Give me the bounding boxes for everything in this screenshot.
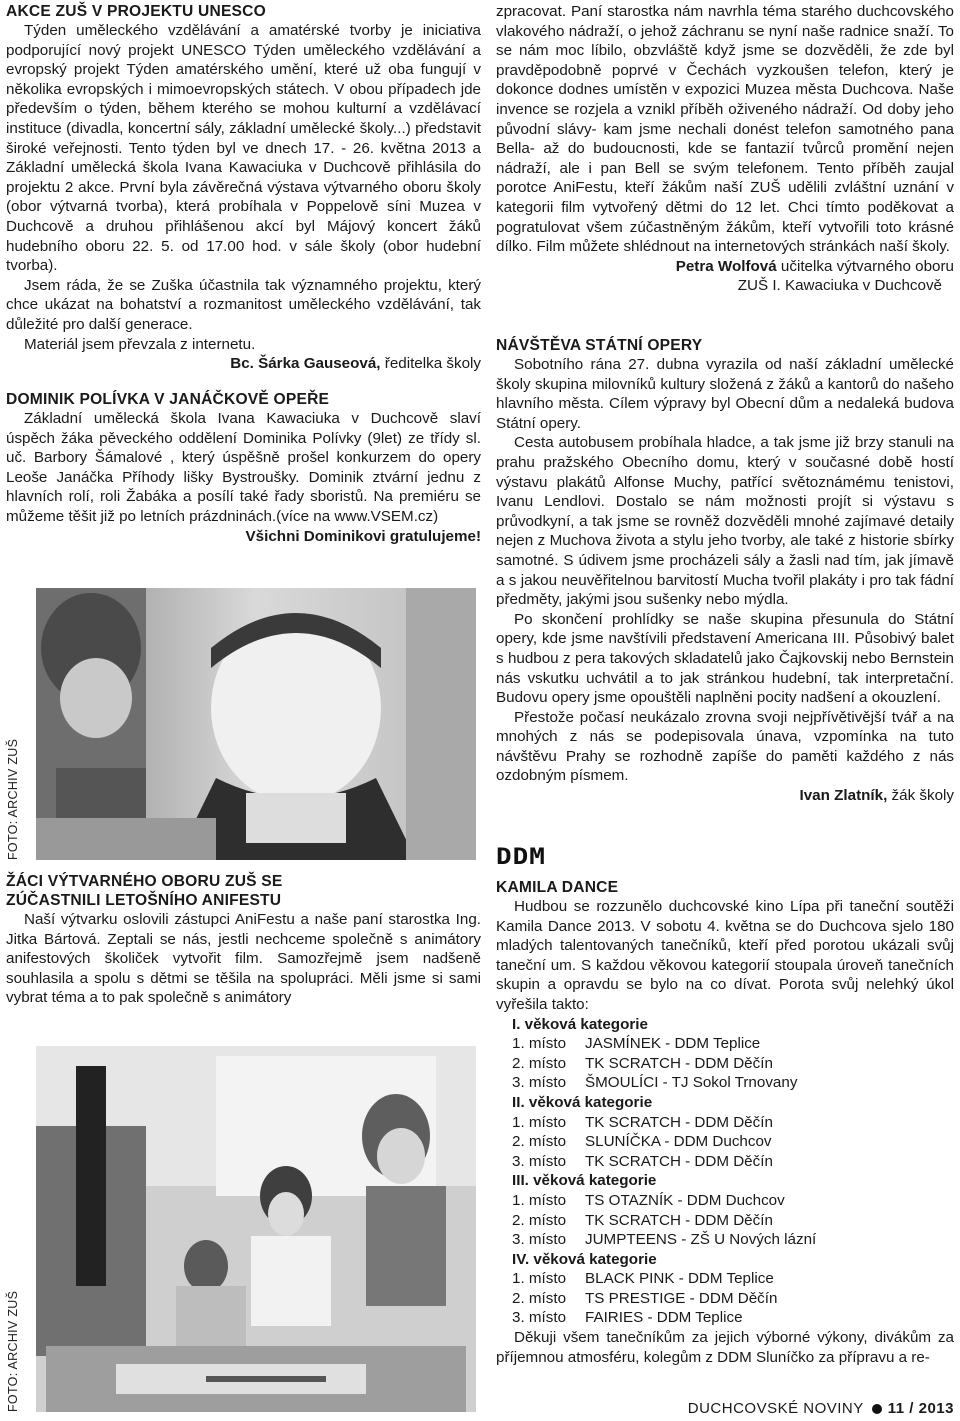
article-body: Cesta autobusem probíhala hladce, a tak jsme již brzy stanuli na prahu pražského Obecního domu, který v současné době hostí výstavu plakátů Alfonse Muchy, patřící světoznámému tenistovi, Ivanu Lendlovi. Dostalo se nám možnosti projít si výstavu s průvodkyní, a tak jsme se rovněž dozvěděli mnohé zajímavé detaily nejen z Muchova života a stylu jeho tvorby, ale také z historie sbírky samotné. S údivem jsme procházeli sály a žasli nad tím, jak jímavě a s jakou neuvěřitelnou barvitostí Mucha tvořil plakáty i pro tak fádní předměty, jakými jsou sušenky nebo mýdla. (496, 434, 954, 609)
signature-name: Bc. Šárka Gauseová, (230, 355, 381, 373)
article-signature (496, 257, 954, 277)
results-row (512, 1073, 954, 1093)
polivka-article (6, 390, 481, 546)
result-team: JUMPTEENS - ZŠ U Nových lázní (585, 1231, 817, 1249)
anifest-article (6, 872, 481, 1008)
result-place: 1. místo (512, 1113, 567, 1131)
results-row (512, 1054, 954, 1074)
article-body: Přestože počasí neukázalo zrovna svoji nejpřívětivější tvář a na mnohých z nás se podepisovala únava, vzpomínka na tuto návštěvu Prahy se rozhodně zapíše do paměti každého z nás ozdobným písmem. (496, 708, 954, 785)
ddm-logo: DDM (496, 844, 546, 870)
photo-children-image (36, 1046, 476, 1412)
result-place: 3. místo (512, 1231, 567, 1249)
result-team: TK SCRATCH - DDM Děčín (585, 1113, 773, 1131)
signature-role: žák školy (891, 787, 954, 805)
article-body: Naší výtvarku oslovili zástupci AniFestu a naše paní starostka Ing. Jitka Bártová. Zeptali se nás, jestli nechceme společně s animátory anifestových školiček vytvořit film. Samozřejmě jsem nadšeně souhlasila a spolu s dětmi se těšila na spolupráci. Měli jsme si sami vybrat téma a to pak společně s animátory (6, 911, 481, 1007)
article-body: Hudbou se rozzunělo duchcovské kino Lípa při taneční soutěži Kamila Dance 2013. V sobotu 4. května se do Duchcova sjelo 180 mladých talentovaných tanečníků, kteří před porotou ukázali svůj taneční um. S každou věkovou kategorií stoupala úroveň tanečních skupin a opravdu se bylo na co dívat. Porota svůj nelehký úkol vyřešila takto: (496, 898, 954, 1013)
photo-caption: FOTO: ARCHIV ZUŠ (6, 1290, 20, 1412)
results-row (512, 1152, 954, 1172)
result-team: TS OTAZNÍK - DDM Duchcov (585, 1191, 785, 1209)
result-team: TK SCRATCH - DDM Děčín (585, 1054, 773, 1072)
results-category: III. věková kategorie (512, 1172, 657, 1190)
article-body: Děkuji všem tanečníkům za jejich výborné výkony, divákům za příjemnou atmosféru, kolegům z DDM Sluníčko za přípravu a re- (496, 1329, 954, 1366)
article-closing: Všichni Dominikovi gratulujeme! (245, 527, 481, 545)
results-row (512, 1132, 954, 1152)
photo-caption: FOTO: ARCHIV ZUŠ (6, 738, 20, 860)
article-title: NÁVŠTĚVA STÁTNÍ OPERY (496, 337, 703, 354)
result-team: BLACK PINK - DDM Teplice (585, 1270, 774, 1288)
result-place: 2. místo (512, 1133, 567, 1151)
article-title: DOMINIK POLÍVKA V JANÁČKOVĚ OPEŘE (6, 391, 330, 408)
results-row (512, 1211, 954, 1231)
results-category: I. věková kategorie (512, 1015, 648, 1033)
dance-article (496, 878, 954, 1367)
bullet-icon (872, 1404, 882, 1414)
result-place: 2. místo (512, 1054, 567, 1072)
signature-role: ředitelka školy (384, 355, 481, 373)
results-row (512, 1113, 954, 1133)
results-row (512, 1289, 954, 1309)
signature-name: Petra Wolfová (675, 257, 777, 275)
article-title: AKCE ZUŠ V PROJEKTU UNESCO (6, 3, 266, 20)
article-body: Týden uměleckého vzdělávání a amatérské tvorby je iniciativa podporující nový projekt UNESCO Týden uměleckého vzdělávání a evropský projekt Týden amatérského umění, které už oba fungují v několika evropských i mimoevropských státech. V obou případech jde především o týden, během kterého se mohou kulturní a vzdělávací instituce (divadla, koncertní sály, základní umělecké školy...) představit široké veřejnosti. Tento týden byl ve dnech 17. - 26. května 2013 a Základní umělecká škola Ivana Kawaciuka v Duchcově přihlásila do projektu 2 akce. První byla závěrečná výstava výtvarného oboru školy (obor výtvarná tvorba), která probíhala v Poppelově síni Muzea v Duchcově a druhou přihlášenou akcí byl Májový koncert žáků hudebního oboru 22. 5. od 17.00 hod. v sále školy (obor hudební tvorba). (6, 22, 481, 275)
results-list (512, 1015, 954, 1329)
result-team: FAIRIES - DDM Teplice (585, 1309, 743, 1327)
article-body: Jsem ráda, že se Zuška účastnila tak významného projektu, který chce ukázat na bohatství a rozmanitost uměleckého vzdělávání, tak důležité pro další generace. (6, 276, 481, 333)
photo-children-animation (36, 1046, 476, 1412)
anifest-continued (496, 2, 954, 296)
result-team: SLUNÍČKA - DDM Duchcov (585, 1133, 772, 1151)
article-signature (6, 354, 481, 374)
result-team: JASMÍNEK - DDM Teplice (585, 1035, 761, 1053)
result-place: 3. místo (512, 1309, 567, 1327)
results-row (512, 1269, 954, 1289)
article-signature (496, 786, 954, 806)
article-title: ŽÁCI VÝTVARNÉHO OBORU ZUŠ SE (6, 873, 283, 890)
result-place: 2. místo (512, 1289, 567, 1307)
result-place: 3. místo (512, 1152, 567, 1170)
result-team: TK SCRATCH - DDM Děčín (585, 1152, 773, 1170)
newspaper-name: DUCHCOVSKÉ NOVINY (687, 1400, 864, 1417)
result-place: 3. místo (512, 1074, 567, 1092)
results-row (512, 1308, 954, 1328)
opera-article (496, 336, 954, 806)
page-footer (688, 1400, 954, 1417)
signature-school: ZUŠ I. Kawaciuka v Duchcově (737, 277, 942, 295)
article-body: Sobotního rána 27. dubna vyrazila od naší základní umělecké školy skupina milovníků kultury složená z žáků a kantorů do našeho hlavního města. Cílem výpravy byl Obecní dům a nedaleká budova Státní opery. (496, 356, 954, 432)
result-place: 1. místo (512, 1270, 567, 1288)
article-body: Po skončení prohlídky se naše skupina přesunula do Státní opery, kde jsme navštívili představení Americana III. Působivý balet s hudbou z pera takových skladatelů jako Čajkovskij nebo Bernstein nás vskutku uchvátil a to jak stránkou hudební, tak interpretační. Budovu opery jsme opouštěli naplněni pocity nadšení a okouzlení. (496, 610, 954, 707)
results-row (512, 1034, 954, 1054)
article-body: Základní umělecká škola Ivana Kawaciuka v Duchcově slaví úspěch žáka pěveckého oddělení Dominika Polívky (9let) ze třídy sl. uč. Barbory Šámalové , který úspěšně prošel konkurzem do opery Leoše Janáčka Příhody lišky Bystroušky. Dominik ztvární jednu z hlavních rolí, roli Žabáka a posílí také řady sboristů. Na premiéru se můžeme těšit již po letních prázdninách.(více na www.VSEM.cz) (6, 410, 481, 525)
photo-boy-image (36, 588, 476, 860)
result-place: 1. místo (512, 1191, 567, 1209)
result-place: 1. místo (512, 1035, 567, 1053)
unesco-article (6, 2, 481, 374)
result-team: TK SCRATCH - DDM Děčín (585, 1211, 773, 1229)
signature-role: učitelka výtvarného oboru (780, 257, 954, 275)
results-row (512, 1230, 954, 1250)
article-body: zpracovat. Paní starostka nám navrhla téma starého duchcovského vlakového nádraží, o jehož záchranu se nyní naše radnice snaží. To se nám moc líbilo, obzvláště když jsme se dozvěděli, že zde byl pravděpodobně poprvé v Čechách vyzkoušen telefon, který je dokonce dodnes umístěn v expozici Muzea města Duchcova. Naše invence se rozjela a vznikl příběh oživeného nádraží. Od doby jeho původní slávy- kam jsme nechali donést telefon samotného pana Bella- až do budoucnosti, kde se fantazií tvůrců promění nejen nádraží, ale i pan Bell se svým telefonem. Tento příběh zaujal porotce AniFestu, kteří žákům naší ZUŠ udělili zvláštní uznání v kategorii film vytvořený dětmi do 12 let. Chci tímto poděkovat a pogratulovat všem zúčastněným žákům, kteří vytvořili toto krásné dílko. Film můžete shlédnout na internetových stránkách naší školy. (496, 3, 954, 256)
result-place: 2. místo (512, 1211, 567, 1229)
photo-boy (36, 588, 476, 860)
article-title: KAMILA DANCE (496, 879, 619, 896)
signature-name: Ivan Zlatník, (799, 787, 888, 805)
results-category: II. věková kategorie (512, 1093, 653, 1111)
article-title: ZÚČASTNILI LETOŠNÍHO ANIFESTU (6, 892, 282, 909)
result-team: TS PRESTIGE - DDM Děčín (585, 1289, 778, 1307)
article-body: Materiál jsem převzala z internetu. (24, 335, 256, 353)
results-category: IV. věková kategorie (512, 1250, 657, 1268)
result-team: ŠMOULÍCI - TJ Sokol Trnovany (585, 1074, 798, 1092)
issue-number: 11 / 2013 (887, 1400, 954, 1417)
results-row (512, 1191, 954, 1211)
